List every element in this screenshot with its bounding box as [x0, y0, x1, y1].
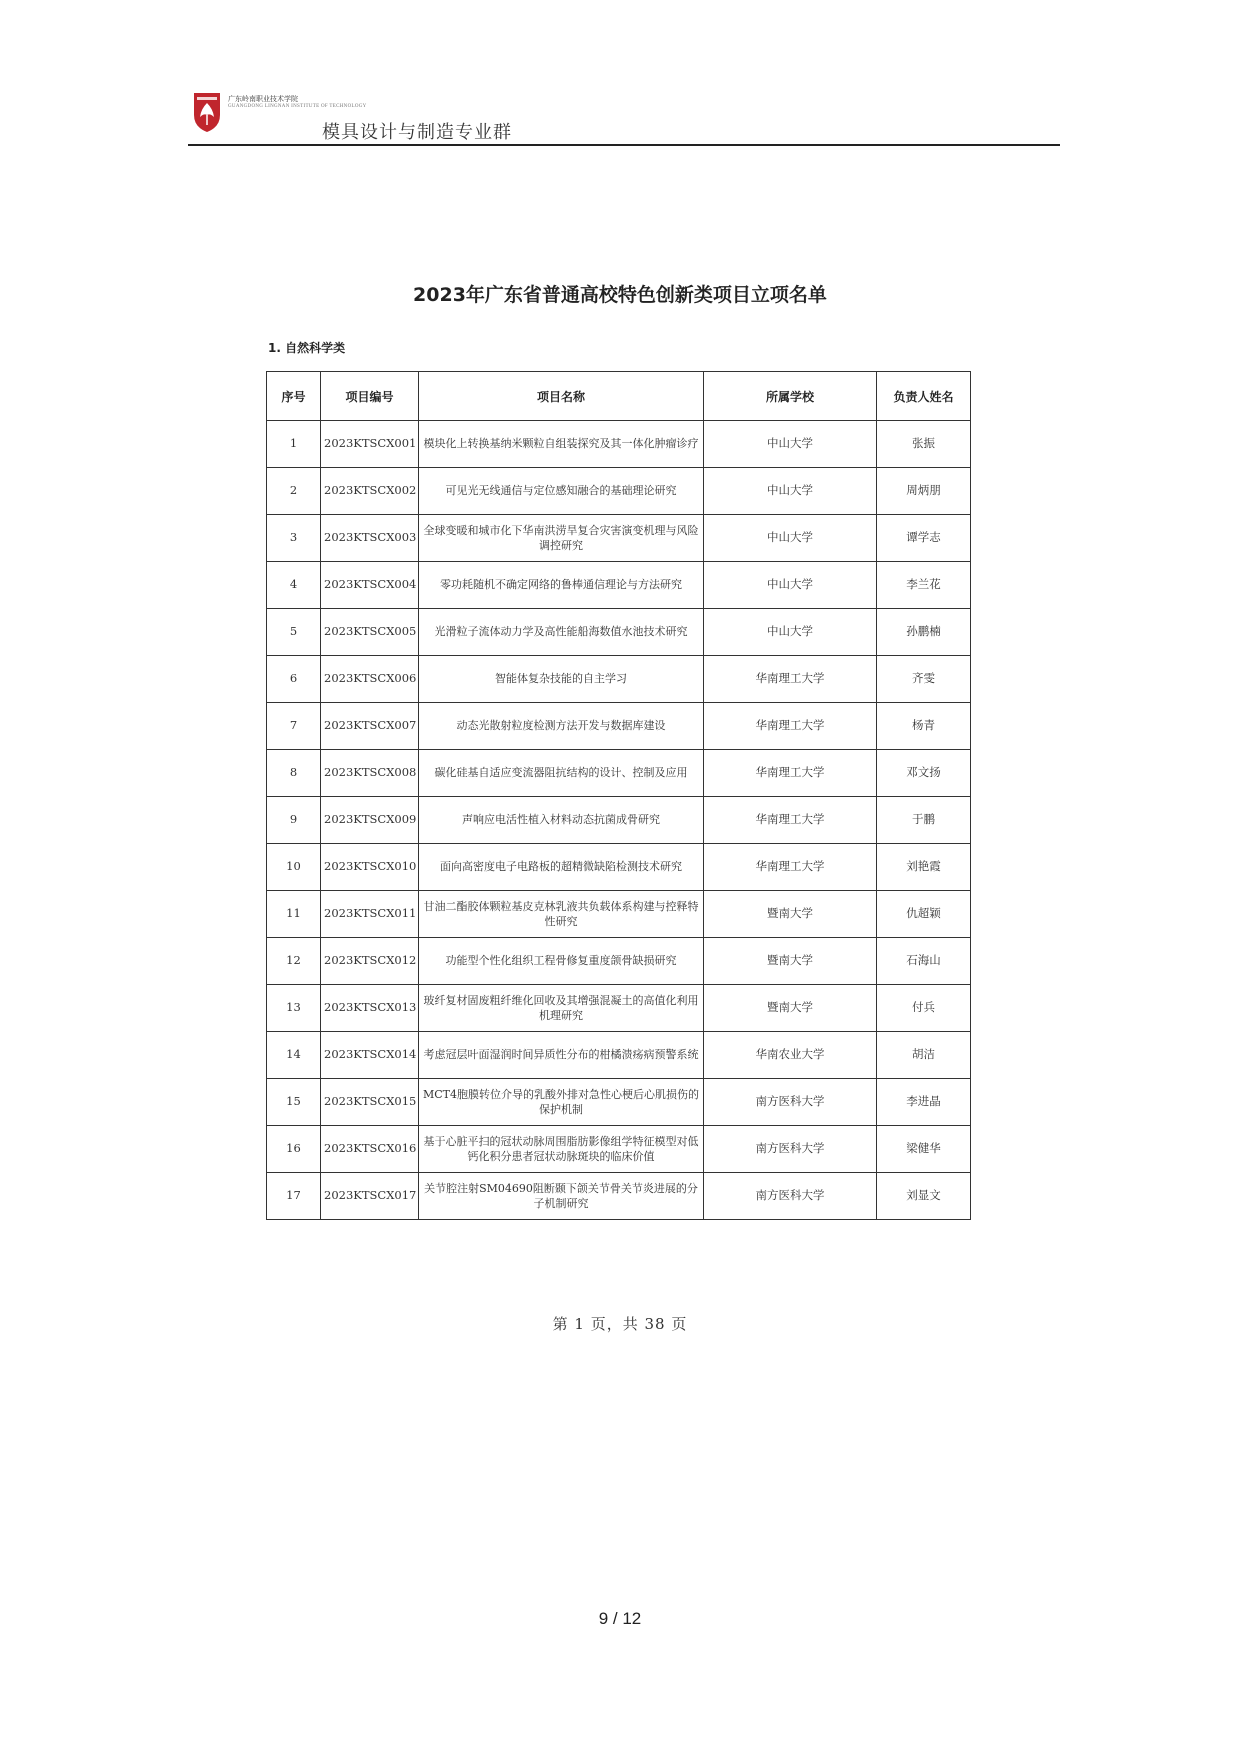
table-header-row [267, 372, 971, 421]
cell-code: 2023KTSCX009 [321, 797, 419, 844]
page-counter: 第 1 页，共 38 页 [552, 1315, 688, 1333]
cell-name: 可见光无线通信与定位感知融合的基础理论研究 [419, 468, 704, 515]
cell-no: 2 [267, 468, 321, 515]
cell-name: 光滑粒子流体动力学及高性能船海数值水池技术研究 [419, 609, 704, 656]
cell-name: 全球变暖和城市化下华南洪涝旱复合灾害演变机理与风险调控研究 [419, 515, 704, 562]
cell-leader: 仇超颖 [877, 891, 971, 938]
table-row [267, 797, 971, 844]
cell-name: MCT4胞膜转位介导的乳酸外排对急性心梗后心肌损伤的保护机制 [419, 1079, 704, 1126]
cell-no: 13 [267, 985, 321, 1032]
table-row [267, 703, 971, 750]
logo-text [228, 96, 367, 109]
project-table [266, 371, 971, 1220]
cell-school: 华南理工大学 [704, 750, 877, 797]
cell-school: 华南理工大学 [704, 844, 877, 891]
table-row [267, 1126, 971, 1173]
cell-name: 玻纤复材固废粗纤维化回收及其增强混凝土的高值化利用机理研究 [419, 985, 704, 1032]
cell-code: 2023KTSCX016 [321, 1126, 419, 1173]
cell-school: 中山大学 [704, 515, 877, 562]
cell-school: 中山大学 [704, 421, 877, 468]
cell-school: 中山大学 [704, 562, 877, 609]
cell-leader: 梁健华 [877, 1126, 971, 1173]
column-header-no: 序号 [267, 372, 321, 421]
cell-leader: 李进晶 [877, 1079, 971, 1126]
table-row [267, 515, 971, 562]
cell-school: 暨南大学 [704, 985, 877, 1032]
cell-name: 模块化上转换基纳米颗粒自组装探究及其一体化肿瘤诊疗 [419, 421, 704, 468]
cell-leader: 胡洁 [877, 1032, 971, 1079]
cell-leader: 刘艳霞 [877, 844, 971, 891]
cell-name: 碳化硅基自适应变流器阻抗结构的设计、控制及应用 [419, 750, 704, 797]
cell-no: 5 [267, 609, 321, 656]
cell-code: 2023KTSCX004 [321, 562, 419, 609]
cell-leader: 谭学志 [877, 515, 971, 562]
cell-no: 3 [267, 515, 321, 562]
column-header-school: 所属学校 [704, 372, 877, 421]
cell-code: 2023KTSCX003 [321, 515, 419, 562]
table-row [267, 844, 971, 891]
cell-leader: 孙鹏楠 [877, 609, 971, 656]
cell-name: 零功耗随机不确定网络的鲁棒通信理论与方法研究 [419, 562, 704, 609]
table-row [267, 609, 971, 656]
cell-school: 暨南大学 [704, 891, 877, 938]
column-header-name: 项目名称 [419, 372, 704, 421]
cell-name: 动态光散射粒度检测方法开发与数据库建设 [419, 703, 704, 750]
cell-school: 南方医科大学 [704, 1173, 877, 1220]
table-row [267, 562, 971, 609]
cell-school: 华南理工大学 [704, 703, 877, 750]
cell-code: 2023KTSCX002 [321, 468, 419, 515]
cell-leader: 李兰花 [877, 562, 971, 609]
table-row [267, 985, 971, 1032]
cell-code: 2023KTSCX007 [321, 703, 419, 750]
cell-leader: 杨青 [877, 703, 971, 750]
document-title: 2023年广东省普通高校特色创新类项目立项名单 [413, 284, 827, 306]
column-header-code: 项目编号 [321, 372, 419, 421]
cell-code: 2023KTSCX005 [321, 609, 419, 656]
cell-no: 7 [267, 703, 321, 750]
table-row [267, 1032, 971, 1079]
cell-school: 中山大学 [704, 468, 877, 515]
cell-code: 2023KTSCX014 [321, 1032, 419, 1079]
group-name: 模具设计与制造专业群 [322, 122, 512, 143]
cell-leader: 石海山 [877, 938, 971, 985]
cell-leader: 齐雯 [877, 656, 971, 703]
cell-code: 2023KTSCX011 [321, 891, 419, 938]
cell-no: 6 [267, 656, 321, 703]
table-row [267, 468, 971, 515]
cell-code: 2023KTSCX013 [321, 985, 419, 1032]
cell-leader: 刘显文 [877, 1173, 971, 1220]
college-emblem-icon [192, 91, 222, 133]
cell-name: 关节腔注射SM04690阻断颞下颌关节骨关节炎进展的分子机制研究 [419, 1173, 704, 1220]
cell-code: 2023KTSCX006 [321, 656, 419, 703]
school-name-en: GUANGDONG LINGNAN INSTITUTE OF TECHNOLOGY [228, 103, 367, 109]
cell-no: 9 [267, 797, 321, 844]
cell-leader: 邓文扬 [877, 750, 971, 797]
cell-leader: 于鹏 [877, 797, 971, 844]
cell-school: 华南理工大学 [704, 797, 877, 844]
cell-name: 声响应电活性植入材料动态抗菌成骨研究 [419, 797, 704, 844]
column-header-leader: 负责人姓名 [877, 372, 971, 421]
cell-no: 10 [267, 844, 321, 891]
cell-school: 南方医科大学 [704, 1126, 877, 1173]
cell-school: 南方医科大学 [704, 1079, 877, 1126]
table-row [267, 891, 971, 938]
cell-code: 2023KTSCX001 [321, 421, 419, 468]
cell-no: 15 [267, 1079, 321, 1126]
cell-no: 14 [267, 1032, 321, 1079]
table-row [267, 421, 971, 468]
table-row [267, 938, 971, 985]
cell-code: 2023KTSCX008 [321, 750, 419, 797]
table-row [267, 656, 971, 703]
cell-code: 2023KTSCX010 [321, 844, 419, 891]
table-row [267, 1173, 971, 1220]
cell-leader: 付兵 [877, 985, 971, 1032]
cell-no: 4 [267, 562, 321, 609]
cell-leader: 周炳朋 [877, 468, 971, 515]
cell-no: 17 [267, 1173, 321, 1220]
cell-name: 面向高密度电子电路板的超精微缺陷检测技术研究 [419, 844, 704, 891]
cell-name: 甘油二酯胶体颗粒基皮克林乳液共负载体系构建与控释特性研究 [419, 891, 704, 938]
cell-name: 考虑冠层叶面湿润时间异质性分布的柑橘溃疡病预警系统 [419, 1032, 704, 1079]
page-header [188, 88, 1060, 146]
cell-school: 华南农业大学 [704, 1032, 877, 1079]
table-row [267, 1079, 971, 1126]
viewer-page-indicator: 9 / 12 [598, 1609, 642, 1628]
cell-leader: 张振 [877, 421, 971, 468]
cell-no: 12 [267, 938, 321, 985]
cell-school: 中山大学 [704, 609, 877, 656]
cell-name: 智能体复杂技能的自主学习 [419, 656, 704, 703]
cell-no: 16 [267, 1126, 321, 1173]
table-row [267, 750, 971, 797]
cell-name: 基于心脏平扫的冠状动脉周围脂肪影像组学特征模型对低钙化积分患者冠状动脉斑块的临床价值 [419, 1126, 704, 1173]
cell-code: 2023KTSCX015 [321, 1079, 419, 1126]
cell-no: 1 [267, 421, 321, 468]
section-label: 1. 自然科学类 [268, 341, 346, 355]
cell-school: 华南理工大学 [704, 656, 877, 703]
school-name-cn: 广东岭南职业技术学院 [228, 95, 298, 103]
cell-no: 11 [267, 891, 321, 938]
cell-no: 8 [267, 750, 321, 797]
cell-school: 暨南大学 [704, 938, 877, 985]
cell-code: 2023KTSCX012 [321, 938, 419, 985]
cell-code: 2023KTSCX017 [321, 1173, 419, 1220]
cell-name: 功能型个性化组织工程骨修复重度颌骨缺损研究 [419, 938, 704, 985]
